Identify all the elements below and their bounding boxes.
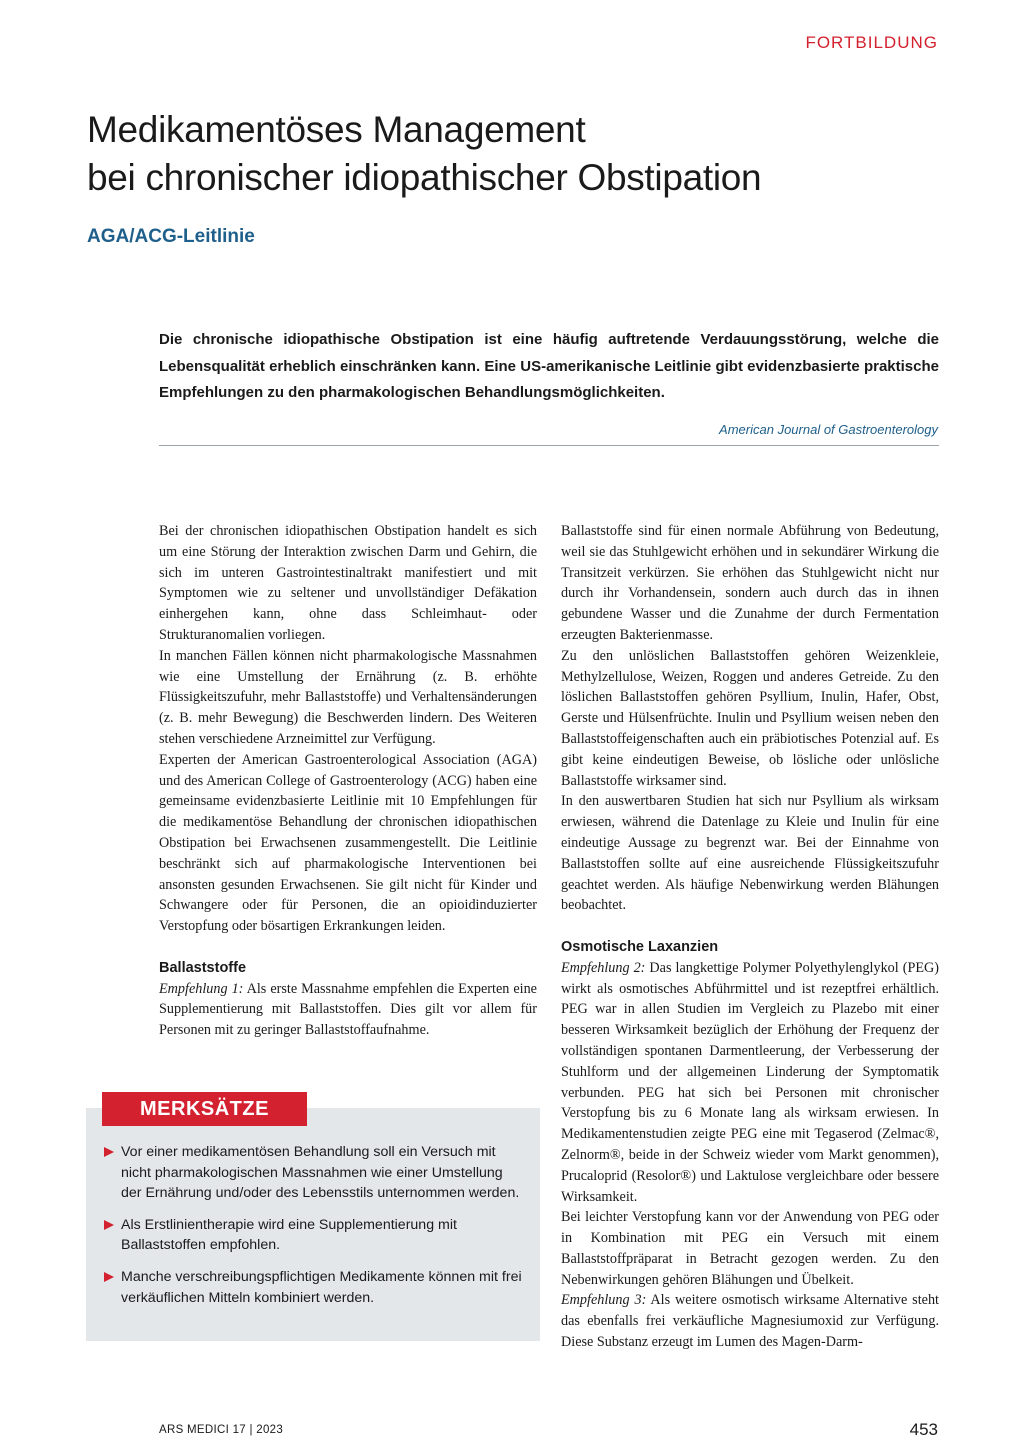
- divider-line: [159, 445, 939, 446]
- body-paragraph: Bei leichter Verstopfung kann vor der Anwendung von PEG oder in Kombination mit PEG ein Versuch mit einem Ballaststoffpräparat in Betracht gezogen werden. Zu den Nebenwirkungen gehören Blähungen und Übelkeit.: [561, 1209, 939, 1288]
- body-paragraph: Ballaststoffe sind für einen normale Abführung von Bedeutung, weil sie das Stuhlgewicht erhöhen und in sekundärer Wirkung die Transitzeit verkürzen. Sie erhöhen das Stuhlgewicht nicht nur durch ihr Vorhandensein, sondern auch durch das in ihnen gebundene Wasser und die Zunahme der durch Fermentation erzeugten Bakterienmasse.: [561, 523, 939, 643]
- body-paragraph: In den auswertbaren Studien hat sich nur Psyllium als wirksam erwiesen, während die Datenlage zu Kleie und Inulin für eine eindeutige Aussage zu begrenzt war. Bei der Einnahme von Ballaststoffen sollte auf eine ausreichende Flüssigkeitszufuhr geachtet werden. Als häufige Nebenwirkung werden Blähungen beobachtet.: [561, 793, 939, 914]
- left-column: [159, 521, 537, 1041]
- body-paragraph: Zu den unlöslichen Ballaststoffen gehören Weizenkleie, Methylzellulose, Weizen, Roggen und anderes Getreide. Zu den löslichen Ballaststoffen gehören Psyllium, Inulin, Hafer, Obst, Gerste und Hülsenfrüchte. Inulin und Psyllium weisen neben den Ballaststoffeigenschaften auch ein präbiotisches Potenzial auf. Es gibt keine eindeutigen Beweise, ob lösliche oder unlösliche Ballaststoffe wirksamer sind.: [561, 647, 939, 789]
- triangle-bullet-icon: [104, 1220, 114, 1230]
- recommendation-label: Empfehlung 3:: [561, 1292, 647, 1309]
- body-paragraph: Empfehlung 3: Als weitere osmotisch wirksame Alternative steht das ebenfalls frei verkäufliche Magnesiumoxid zur Verfügung. Diese Substanz erzeugt im Lumen des Magen-Darm-: [561, 1292, 939, 1351]
- merksaetze-list: [104, 1142, 526, 1319]
- list-item: Vor einer medikamentösen Behandlung soll ein Versuch mit nicht pharmakologischen Massnahmen wie einer Umstellung der Ernährung und/oder des Lebensstils unternommen werden.: [104, 1142, 526, 1204]
- spacer: [561, 916, 939, 937]
- triangle-bullet-icon: [104, 1272, 114, 1282]
- right-column: [561, 521, 939, 1353]
- journal-issue: ARS MEDICI 17 | 2023: [159, 1424, 284, 1436]
- title-line-2: bei chronischer idiopathischer Obstipation: [87, 157, 762, 198]
- article-subtitle: AGA/ACG-Leitlinie: [87, 226, 255, 247]
- merksaetze-heading: MERKSÄTZE: [102, 1092, 307, 1126]
- source-citation: American Journal of Gastroenterology: [719, 422, 938, 437]
- list-item: Manche verschreibungspflichtigen Medikamente können mit frei verkäuflichen Mitteln kombiniert werden.: [104, 1267, 526, 1308]
- recommendation-label: Empfehlung 2:: [561, 959, 646, 976]
- section-heading-ballaststoffe: Ballaststoffe: [159, 959, 247, 976]
- body-paragraph: Empfehlung 1: Als erste Massnahme empfehlen die Experten eine Supplementierung mit Ballaststoffen. Dies gilt vor allem für Personen mit zu geringer Ballaststoffaufnahme.: [159, 980, 537, 1039]
- page-number: 453: [909, 1420, 938, 1439]
- body-paragraph: Empfehlung 2: Das langkettige Polymer Polyethylenglykol (PEG) wirkt als osmotisches Abführmittel und ist rezeptfrei erhältlich. PEG war in allen Studien im Vergleich zu Plazebo mit einer besseren Wirksamkeit bezüglich der Erhöhung der Frequenz der vollständigen spontanen Darmentleerung, der Verbesserung der Stuhlform und der allgemeinen Linderung der Symptomatik verbunden. PEG hat sich bei Personen mit chronischer Verstopfung bis zu 6 Monate lang als wirksam erwiesen. In Medikamentenstudien zeigte PEG eine mit Tegaserod (Zelmac®, Zelnorm®, beide in der Schweiz wieder vom Markt genommen), Prucaloprid (Resolor®) und Laktulose vergleichbare oder bessere Wirksamkeit.: [561, 959, 939, 1205]
- list-item: Als Erstlinientherapie wird eine Supplementierung mit Ballaststoffen empfohlen.: [104, 1215, 526, 1256]
- recommendation-label: Empfehlung 1:: [159, 980, 244, 997]
- section-heading-osmotische-laxanzien: Osmotische Laxanzien: [561, 938, 719, 955]
- body-paragraph: Bei der chronischen idiopathischen Obstipation handelt es sich um eine Störung der Interaktion zwischen Darm und Gehirn, die sich im unteren Gastrointestinaltrakt manifestiert und mit Symptomen wie zu seltener und unvollständiger Defäkation einhergehen kann, ohne dass Schleimhaut- oder Strukturanomalien vorliegen.: [159, 523, 537, 643]
- lead-paragraph: Die chronische idiopathische Obstipation ist eine häufig auftretende Verdauungsstörung, welche die Lebensqualität erheblich einschränken kann. Eine US-amerikanische Leitlinie gibt evidenzbasierte praktische Empfehlungen zu den pharmakologischen Behandlungsmöglichkeiten.: [159, 331, 939, 401]
- article-title: [87, 106, 947, 202]
- title-line-1: Medikamentöses Management: [87, 109, 586, 150]
- body-paragraph: Experten der American Gastroenterological Association (AGA) und des American College of Gastroenterology (ACG) haben eine gemeinsame evidenzbasierte Leitlinie mit 10 Empfehlungen für die medikamentöse Behandlung der chronischen idiopathischen Obstipation bei Erwachsenen zusammengestellt. Die Leitlinie beschränkt sich auf pharmakologische Interventionen bei ansonsten gesunden Erwachsenen. Sie gilt nicht für Kinder und Schwangere oder für Personen, die an opioidinduzierter Verstopfung oder bösartigen Erkrankungen leiden.: [159, 751, 537, 935]
- section-label: FORTBILDUNG: [805, 33, 938, 52]
- triangle-bullet-icon: [104, 1147, 114, 1157]
- body-paragraph: In manchen Fällen können nicht pharmakologische Massnahmen wie eine Umstellung der Ernährung (z. B. erhöhte Flüssigkeitszufuhr, mehr Ballaststoffe) und Verhaltensänderungen (z. B. mehr Bewegung) die Beschwerden lindern. Des Weiteren stehen verschiedene Arzneimittel zur Verfügung.: [159, 647, 537, 747]
- spacer: [159, 937, 537, 958]
